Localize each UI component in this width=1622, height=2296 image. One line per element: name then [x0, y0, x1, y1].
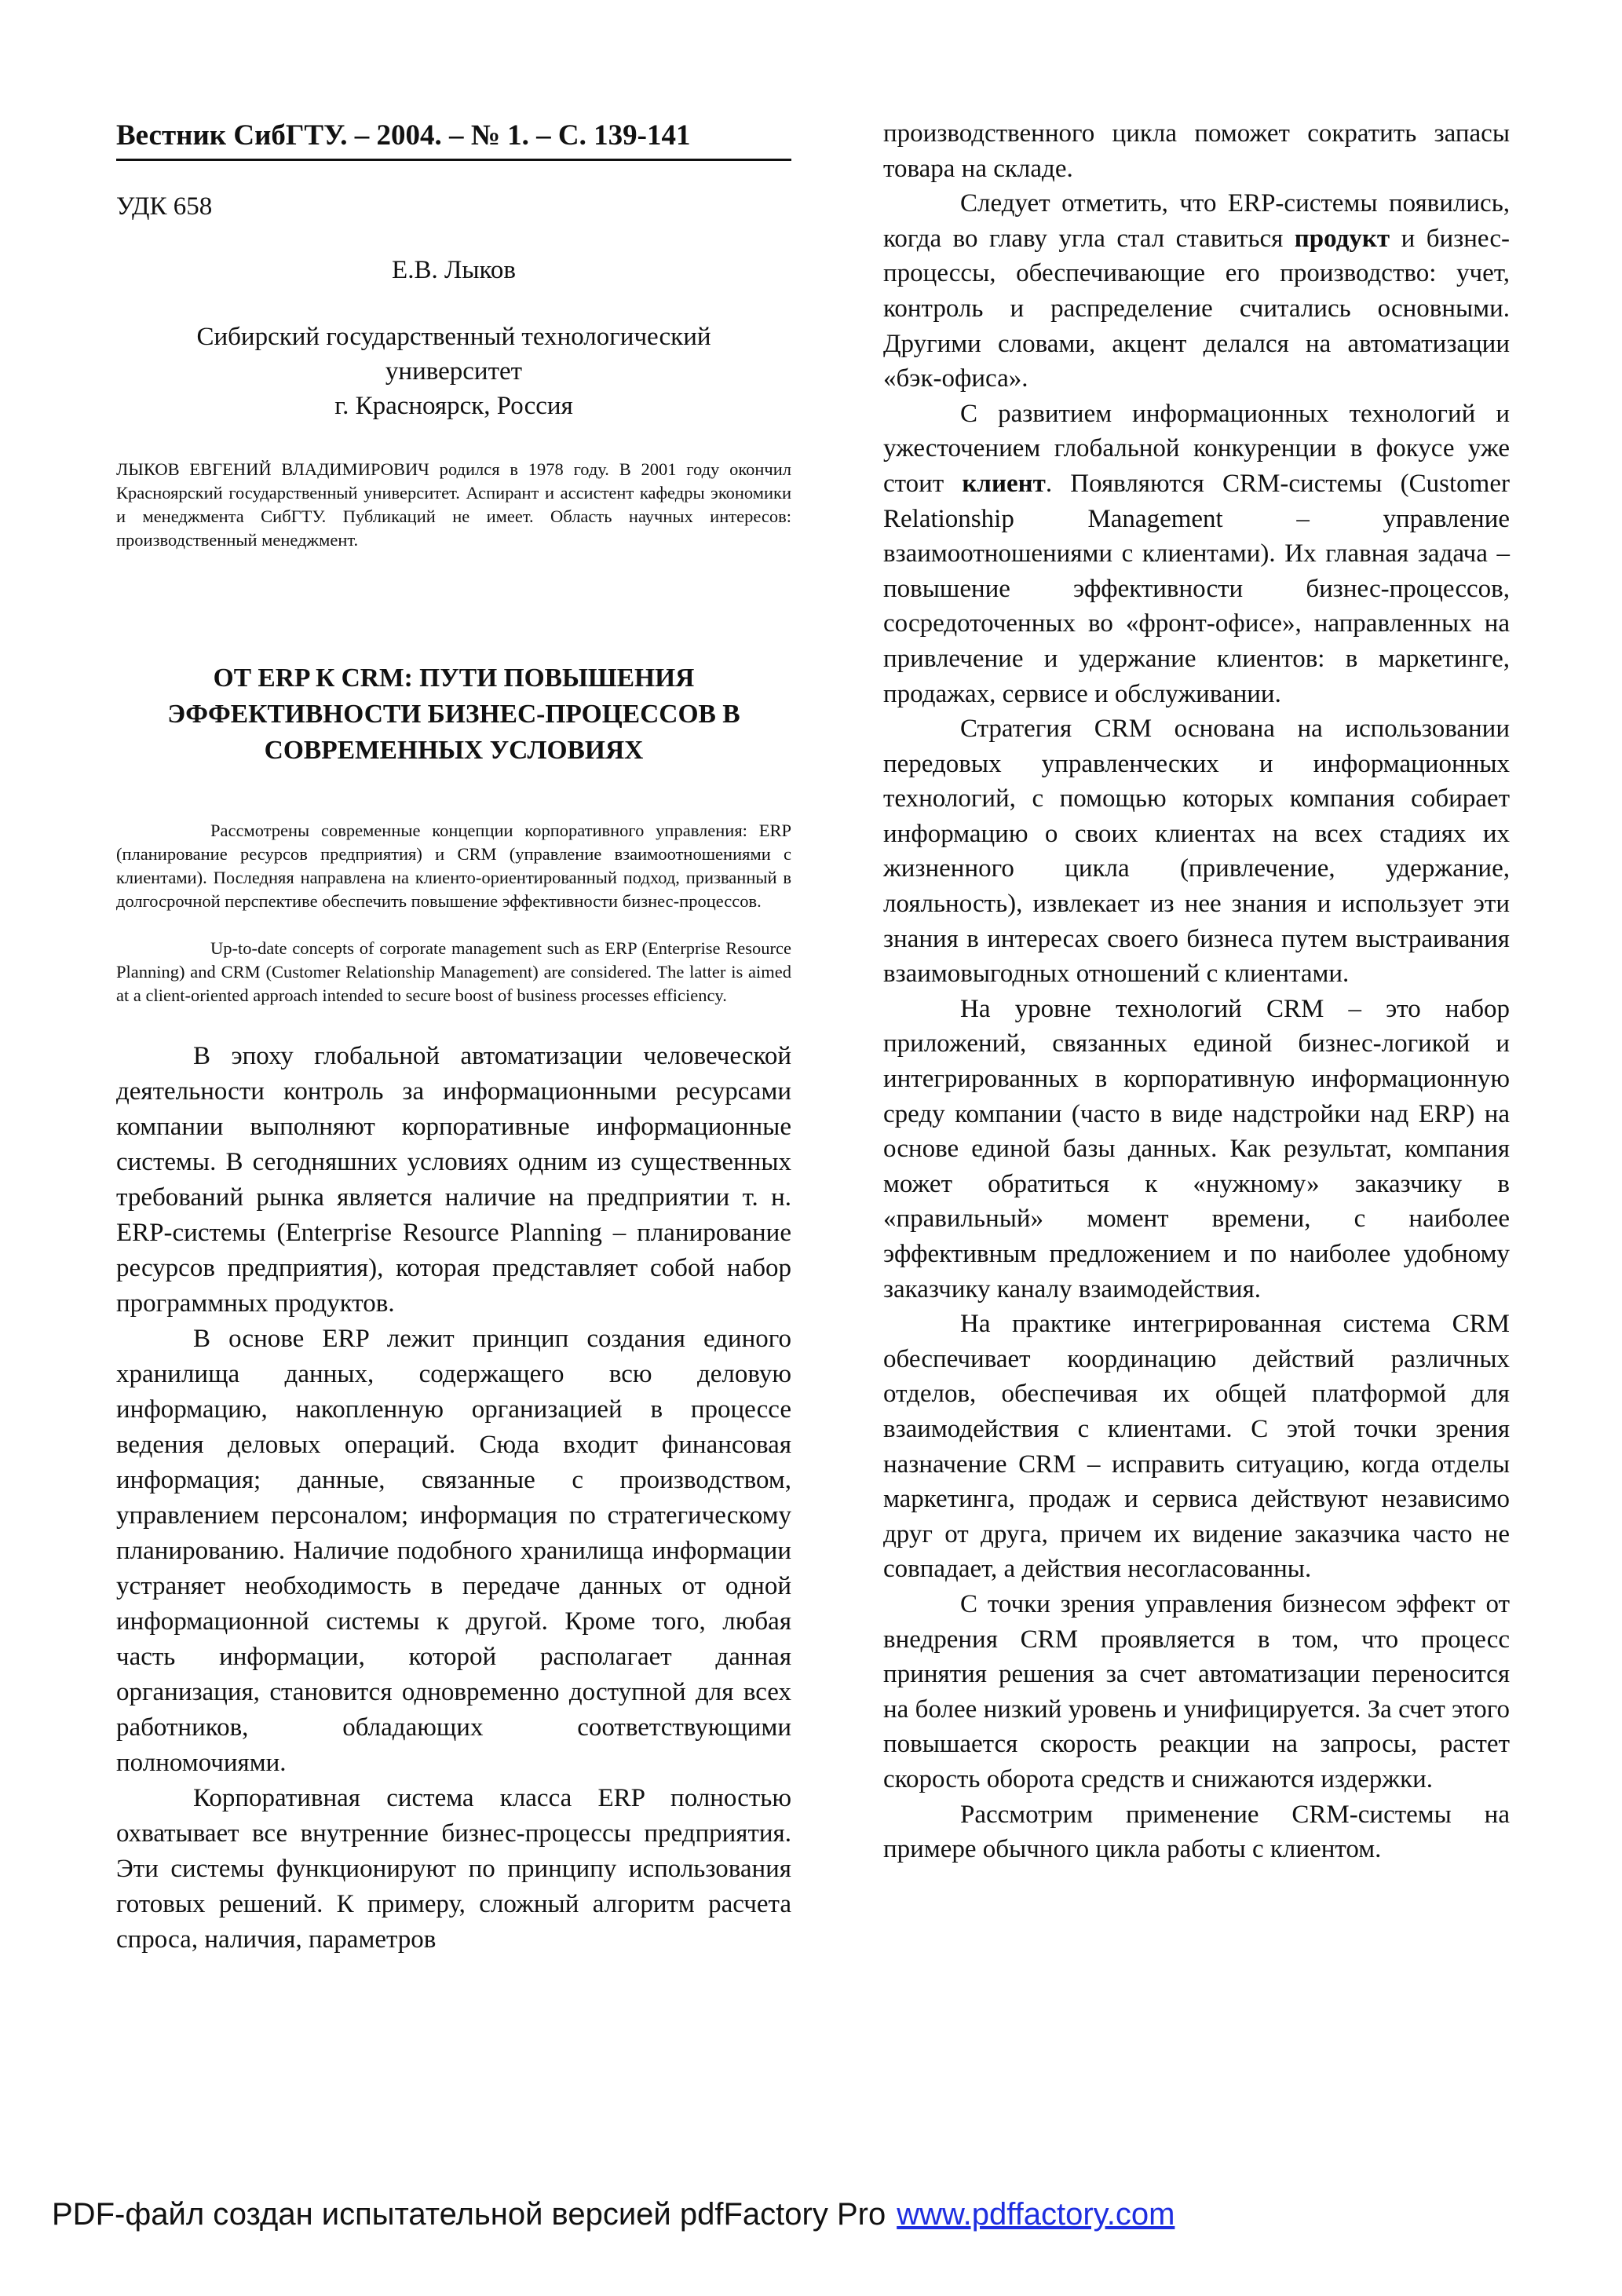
journal-citation: Вестник СибГТУ. – 2004. – № 1. – С. 139-141	[116, 118, 791, 161]
body-paragraph: В основе ERP лежит принцип создания единого хранилища данных, содержащего всю деловую информацию, накопленную организацией в процессе ведения деловых операций. Сюда входит финансовая информация; данные, связанные с производством, управлением персоналом; информация по стратегическому планированию. Наличие подобного хранилища информации устраняет необходимость в передаче данных от одной информационной системы к другой. Кроме того, любая часть информации, которой располагает данная организация, становится одновременно доступной для всех работников, обладающих соответствующими полномочиями.	[116, 1325, 791, 1777]
body-paragraph: На уровне технологий CRM – это набор приложений, связанных единой бизнес-логикой и интегрированных в корпоративную информационную среду компании (часто в виде надстройки над ERP) на основе единой базы данных. Как результат, компания может обратиться к «нужному» заказчику в «правильный» момент времени, с наиболее эффективным предложением и по наиболее удобному заказчику каналу взаимодействия.	[883, 994, 1510, 1303]
text-span: Следует отметить, что ERP-системы появились, когда во главу угла стал ставиться	[883, 189, 1510, 253]
pdf-footer	[52, 2197, 1174, 2232]
title-line: ЭФФЕКТИВНОСТИ БИЗНЕС-ПРОЦЕССОВ В	[167, 700, 740, 729]
body-paragraph: На практике интегрированная система CRM обеспечивает координацию действий различных отделов, обеспечивая их общей платформой для взаимодействия с клиентами. С этой точки зрения назначение CRM – исправить ситуацию, когда отделы маркетинга, продаж и сервиса действуют независимо друг от друга, причем их видение заказчика часто не совпадает, а действия несогласованны.	[883, 1310, 1510, 1584]
article-title	[116, 660, 791, 769]
body-paragraph: В эпоху глобальной автоматизации человеческой деятельности контроль за информационными ресурсами компании выполняют корпоративные информационные системы. В сегодняшних условиях одним из существенных требований рынка является наличие на предприятии т. н. ERP-системы (Enterprise Resource Planning – планирование ресурсов предприятия), которая представляет собой набор программных продуктов.	[116, 1042, 791, 1318]
title-line: ОТ ERP К CRM: ПУТИ ПОВЫШЕНИЯ	[213, 664, 695, 693]
body-paragraph: Стратегия CRM основана на использовании передовых управленческих и информационных технологий, с помощью которых компания собирает информацию о своих клиентах на всех стадиях их жизненного цикла (привлечение, удержание, лояльность), извлекает из нее знания и использует эти знания в интересах своего бизнеса путем выстраивания взаимовыгодных отношений с клиентами.	[883, 715, 1510, 989]
body-paragraph: Рассмотрим применение CRM-системы на примере обычного цикла работы с клиентом.	[883, 1800, 1510, 1864]
author-bio: ЛЫКОВ ЕВГЕНИЙ ВЛАДИМИРОВИЧ родился в 1978 году. В 2001 году окончил Красноярский государственный университет. Аспирант и ассистент кафедры экономики и менеджмента СибГТУ. Публикаций не имеет. Область научных интересов: производственный менеджмент.	[116, 459, 791, 550]
udk-code: УДК 658	[116, 192, 213, 221]
bold-term: продукт	[1294, 224, 1390, 253]
bold-term: клиент	[962, 469, 1046, 498]
body-paragraph	[883, 397, 1510, 711]
body-paragraph: Корпоративная система класса ERP полностью охватывает все внутренние бизнес-процессы предприятия. Эти системы функционируют по принципу использования готовых решений. К примеру, сложный алгоритм расчета спроса, наличия, параметров	[116, 1784, 791, 1954]
affiliation-line: г. Красноярск, Россия	[334, 392, 573, 420]
abstract-ru: Рассмотрены современные концепции корпоративного управления: ERP (планирование ресурсов предприятия) и CRM (управление взаимоотношениями с клиентами). Последняя направлена на клиенто-ориентированный подход, призванный в долгосрочной перспективе обеспечить повышение эффективности бизнес-процессов.	[116, 821, 791, 911]
text-span: и бизнес-процессы, обеспечивающие его производство: учет, контроль и распределение считались основными. Другими словами, акцент делался на автоматизации «бэк-офиса».	[883, 224, 1510, 393]
author-name: Е.В. Лыков	[392, 256, 516, 284]
footer-text: PDF-файл создан испытательной версией pdfFactory Pro	[52, 2197, 886, 2232]
right-column	[883, 116, 1510, 1867]
abstract-en: Up-to-date concepts of corporate management such as ERP (Enterprise Resource Planning) and CRM (Customer Relationship Management) are considered. The latter is aimed at a client-oriented approach intended to secure boost of business processes efficiency.	[116, 938, 791, 1005]
affiliation-line: университет	[385, 357, 523, 386]
body-paragraph: производственного цикла поможет сократить запасы товара на складе.	[883, 119, 1510, 183]
text-span: С развитием информационных технологий и ужесточением глобальной конкуренции в фокусе уже стоит	[883, 399, 1510, 498]
affiliation	[116, 320, 791, 423]
affiliation-line: Сибирский государственный технологический	[196, 323, 711, 351]
body-paragraph	[883, 186, 1510, 397]
body-paragraph: С точки зрения управления бизнесом эффект от внедрения CRM проявляется в том, что процесс принятия решения за счет автоматизации переносится на более низкий уровень и унифицируется. За счет этого повышается скорость реакции на запросы, растет скорость оборота средств и снижаются издержки.	[883, 1589, 1510, 1793]
text-span: . Появляются CRM-системы (Customer Relationship Management – управление взаимоотношениями с клиентами). Их главная задача – повышение эффективности бизнес-процессов, сосредоточенных во «фронт-офисе», направленных на привлечение и удержание клиентов: в маркетинге, продажах, сервисе и обслуживании.	[883, 469, 1510, 708]
left-column	[116, 110, 791, 1958]
title-line: СОВРЕМЕННЫХ УСЛОВИЯХ	[264, 736, 644, 765]
left-body	[116, 1039, 791, 1958]
footer-link[interactable]: www.pdffactory.com	[897, 2197, 1175, 2232]
